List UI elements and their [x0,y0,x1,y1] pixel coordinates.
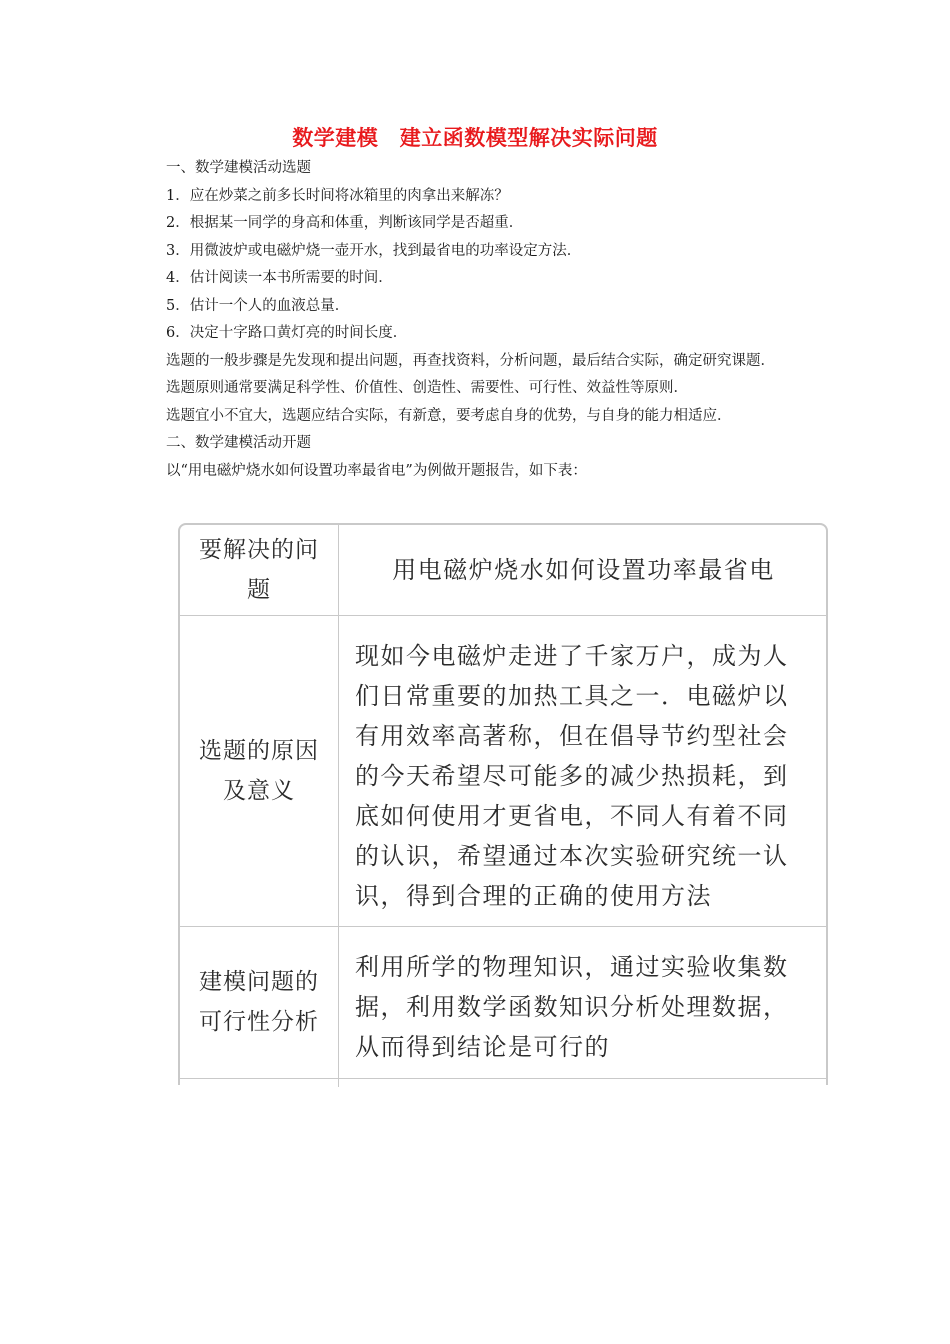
row-label-feasibility: 建模问题的可行性分析 [180,926,339,1078]
report-table [180,525,826,1087]
row-content-continued [339,1078,827,1087]
row-content-reason: 现如今电磁炉走进了千家万户，成为人们日常重要的加热工具之一．电磁炉以有用效率高著称，但在倡导节约型社会的今天希望尽可能多的减少热损耗，到底如何使用才更省电，不同人有着不同的认识，希望通过本次实验研究统一认识，得到合理的正确的使用方法 [339,615,827,926]
topic-item-2: 2．根据某一同学的身高和体重，判断该同学是否超重． [166,215,524,231]
section-heading-topic-selection: 一、数学建模活动选题 [166,160,311,176]
paragraph-opening-intro: 以“用电磁炉烧水如何设置功率最省电”为例做开题报告，如下表： [166,462,587,479]
section-heading-opening: 二、数学建模活动开题 [166,435,311,451]
row-content-problem: 用电磁炉烧水如何设置功率最省电 [339,525,827,615]
topic-item-6: 6．决定十字路口黄灯亮的时间长度． [166,325,408,341]
table-row [180,525,826,615]
paragraph-selection-advice: 选题宜小不宜大，选题应结合实际，有新意，要考虑自身的优势，与自身的能力相适应． [166,407,732,424]
paragraph-selection-steps: 选题的一般步骤是先发现和提出问题，再查找资料，分析问题，最后结合实际，确定研究课题． [166,352,775,369]
table-row [180,1078,826,1087]
topic-item-1: 1．应在炒菜之前多长时间将冰箱里的肉拿出来解冻？ [166,187,509,204]
table-row [180,615,826,926]
row-label-problem: 要解决的问题 [180,525,339,615]
paragraph-selection-principles: 选题原则通常要满足科学性、价值性、创造性、需要性、可行性、效益性等原则． [166,380,688,396]
table-row [180,926,826,1078]
row-content-feasibility: 利用所学的物理知识，通过实验收集数据，利用数学函数知识分析处理数据，从而得到结论是可行的 [339,926,827,1078]
opening-report-table [178,523,828,1085]
row-label-continued [180,1078,339,1087]
row-label-reason: 选题的原因及意义 [180,615,339,926]
document-title: 数学建模 建立函数模型解决实际问题 [292,126,658,150]
topic-item-5: 5．估计一个人的血液总量． [166,297,350,314]
topic-item-3: 3．用微波炉或电磁炉烧一壶开水，找到最省电的功率设定方法． [166,242,582,259]
topic-item-4: 4．估计阅读一本书所需要的时间． [166,270,393,286]
document-body [137,155,817,485]
